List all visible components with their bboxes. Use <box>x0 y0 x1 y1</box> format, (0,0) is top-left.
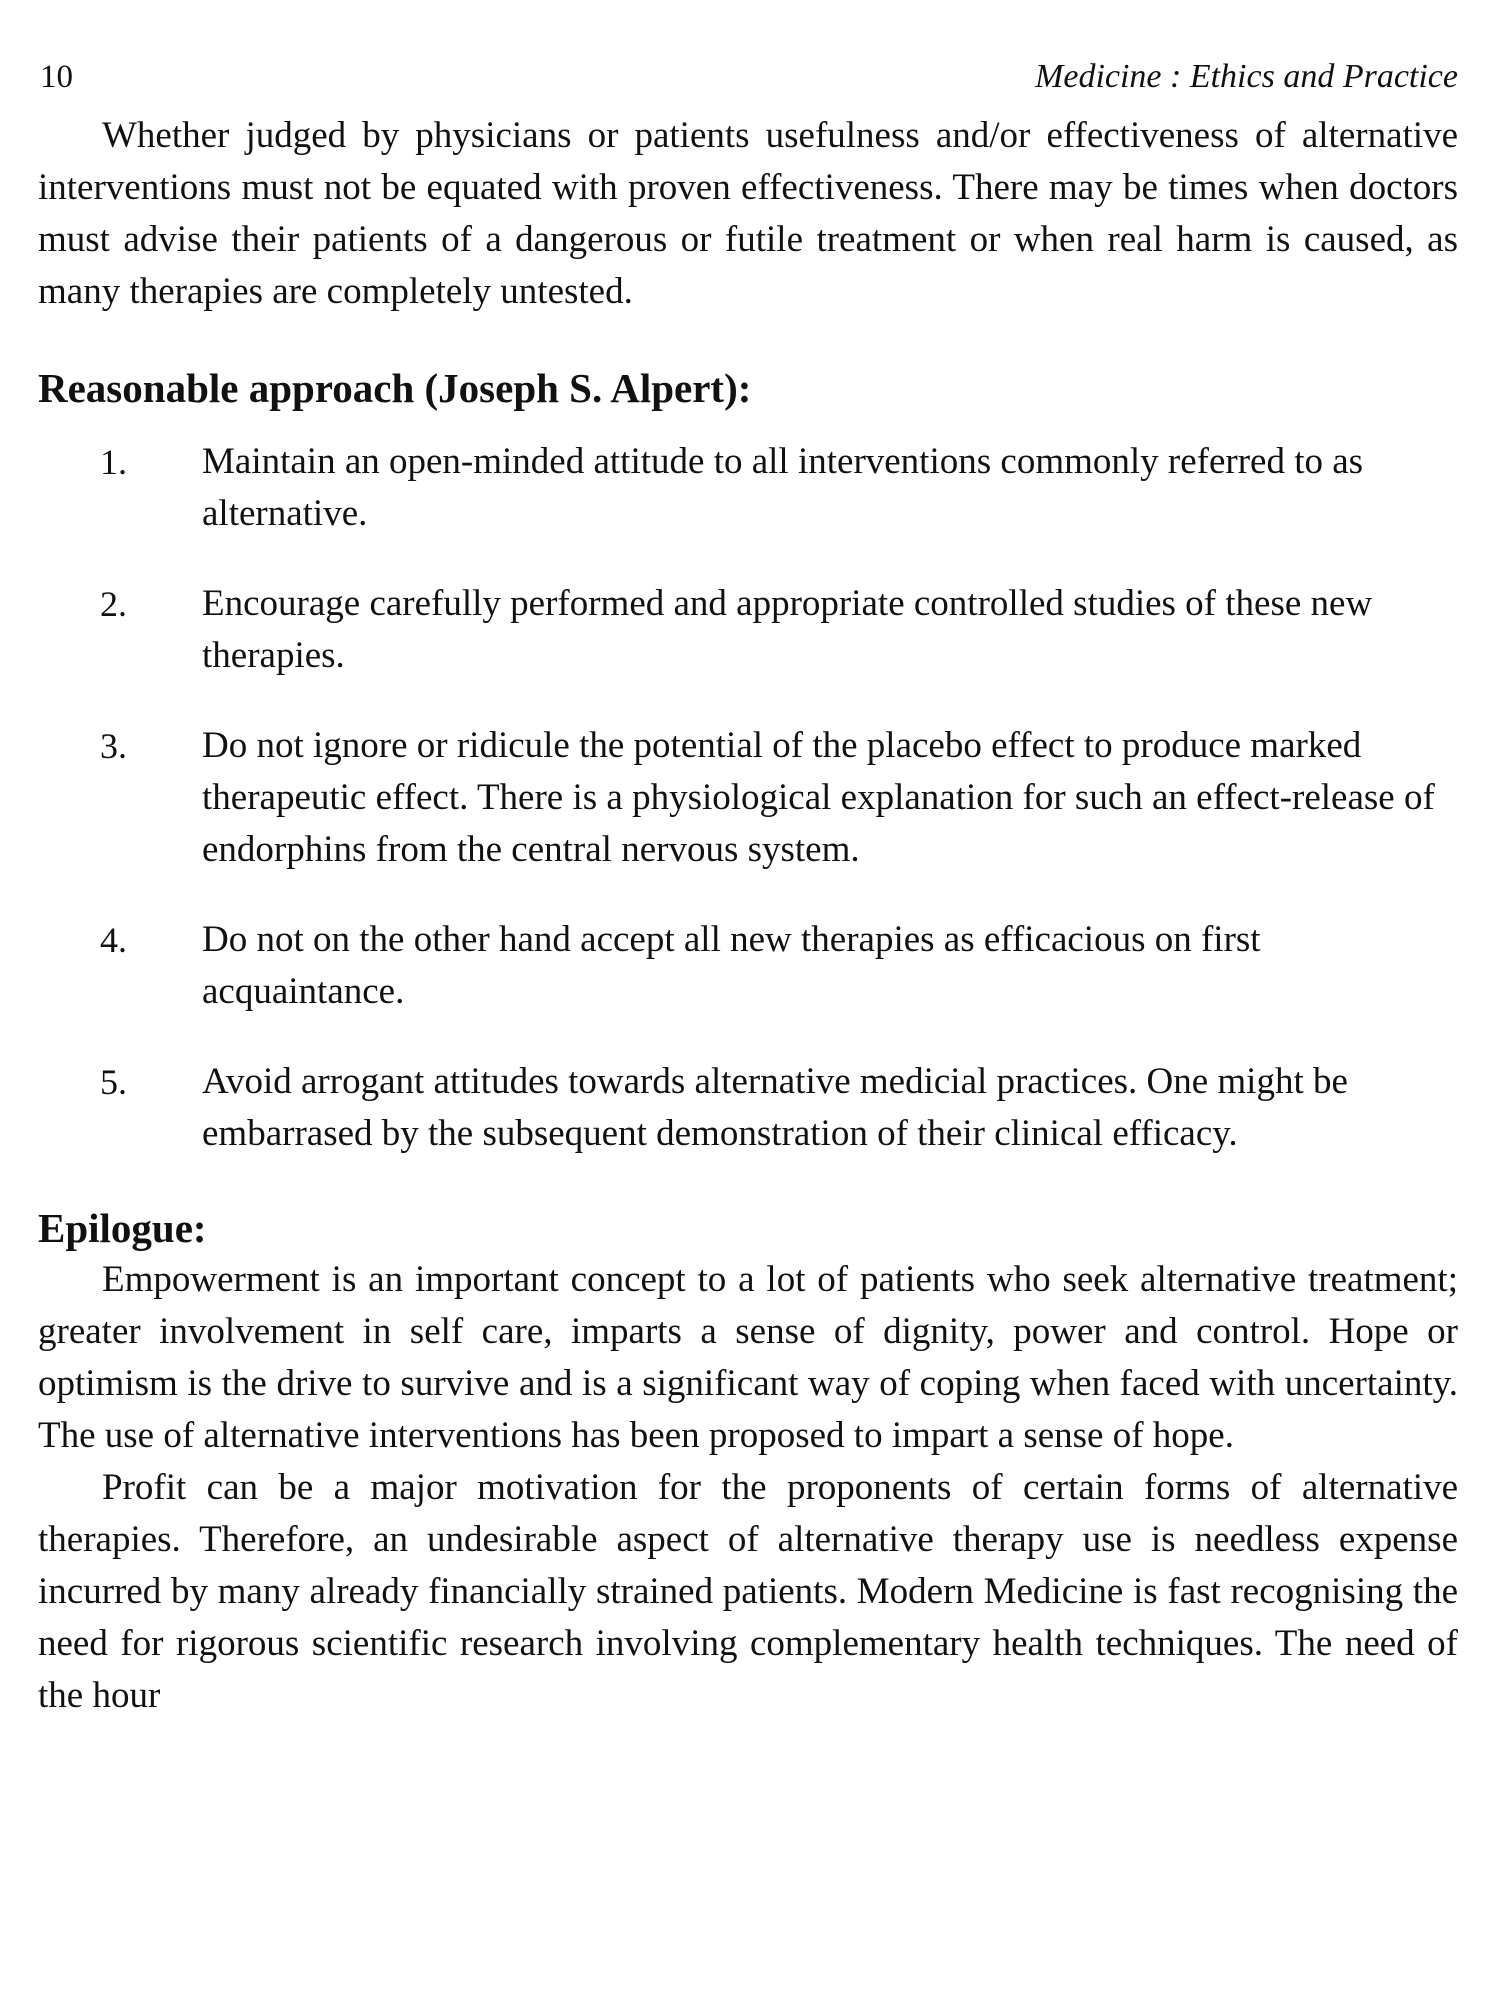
list-item-text: Encourage carefully performed and appropriate controlled studies of these new therapies. <box>202 583 1373 676</box>
list-item-number: 2. <box>100 584 127 624</box>
list-item-text: Maintain an open-minded attitude to all interventions commonly referred to as alternative. <box>202 441 1364 534</box>
list-item <box>38 1056 1458 1160</box>
list-item <box>38 914 1458 1018</box>
list-item <box>38 436 1458 540</box>
epilogue-paragraph-1: Empowerment is an important concept to a lot of patients who seek alternative treatment; greater involvement in self care, imparts a sense of dignity, power and control. Hope or optimism is the drive to survive and is a significant way of coping when faced with uncertainty. The use of alternative interventions has been proposed to impart a sense of hope. <box>38 1259 1458 1456</box>
approach-heading: Reasonable approach (Joseph S. Alpert): <box>38 365 752 411</box>
list-item-number: 4. <box>100 920 127 960</box>
list-item-number: 1. <box>100 442 127 482</box>
list-item-text: Do not on the other hand accept all new therapies as efficacious on first acquaintance. <box>202 919 1261 1012</box>
list-item-text: Avoid arrogant attitudes towards alternative medicial practices. One might be embarrased by the subsequent demonstration of their clinical efficacy. <box>202 1061 1348 1154</box>
list-item-number: 5. <box>100 1062 127 1102</box>
page-number: 10 <box>40 59 73 95</box>
approach-list <box>38 436 1458 1160</box>
epilogue-heading: Epilogue: <box>38 1205 207 1251</box>
running-title: Medicine : Ethics and Practice <box>1035 58 1458 95</box>
list-item-number: 3. <box>100 726 127 766</box>
list-item-text: Do not ignore or ridicule the potential of the placebo effect to produce marked therapeutic effect. There is a physiological explanation for such an effect-release of endorphins from the central nervous system. <box>202 725 1435 870</box>
list-item <box>38 578 1458 682</box>
epilogue-paragraph-2: Profit can be a major motivation for the proponents of certain forms of alternative therapies. Therefore, an undesirable aspect of alternative therapy use is needless expense incurred by many already financially strained patients. Modern Medicine is fast recognising the need for rigorous scientific research involving complementary health techniques. The need of the hour <box>38 1467 1458 1716</box>
list-item <box>38 720 1458 876</box>
page-header <box>38 58 1458 110</box>
intro-paragraph: Whether judged by physicians or patients usefulness and/or effectiveness of alternative interventions must not be equated with proven effectiveness. There may be times when doctors must advise their patients of a dangerous or futile treatment or when real harm is caused, as many therapies are completely untested. <box>38 115 1458 312</box>
